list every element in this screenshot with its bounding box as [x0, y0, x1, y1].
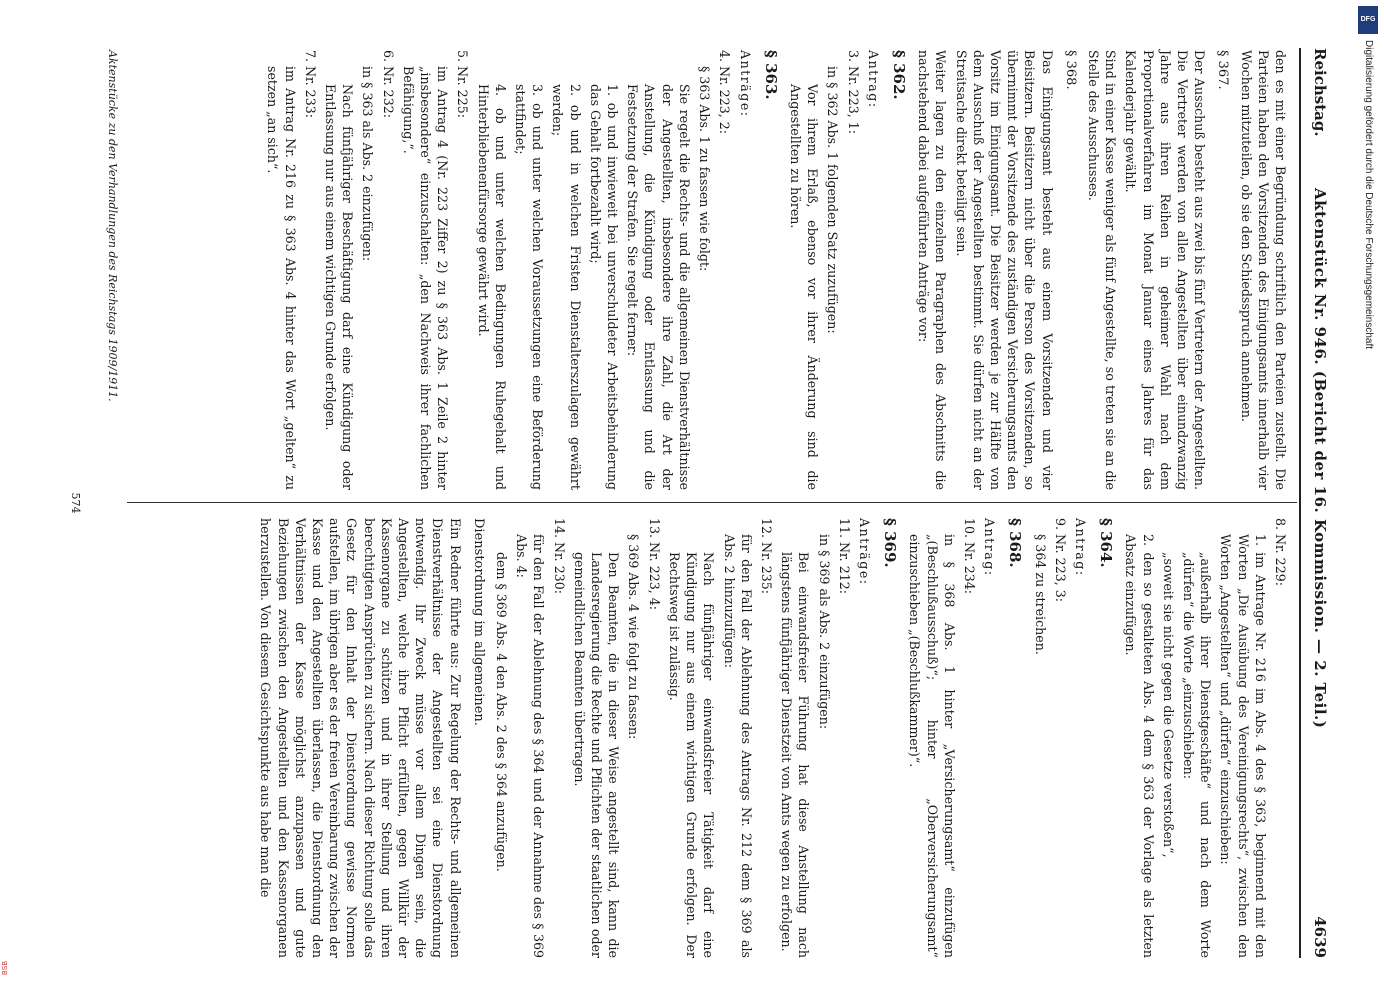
dfg-logo: DFG [1358, 6, 1378, 34]
left-paragraph: 6. Nr. 232: [380, 50, 396, 118]
left-paragraph: den es mit einer Begründung schriftlich den Parteien zustellt. Die Parteien haben den Vorsitzenden des Einigungsamts innerhalb vier Wochen mitzuteilen, ob sie den Schiedsspruch annehmen. [1238, 50, 1288, 490]
left-column [261, 50, 1289, 490]
dfg-sidebar [1352, 0, 1384, 1000]
left-paragraph: 4. ob und unter welchen Bedingungen Ruhegehalt und Hinterbliebenenfürsorge gewährt wird. [475, 84, 508, 490]
right-paragraph: für den Fall der Ablehnung des Antrags Nr. 212 dem § 369 als Abs. 2 hinzuzufügen: [721, 534, 754, 958]
right-paragraph: 8. Nr. 229: [1273, 518, 1288, 586]
left-paragraph: 3. Nr. 223, 1: [845, 50, 861, 134]
right-paragraph: 1. im Antrage Nr. 216 im Abs. 4 des § 363, beginnend mit den Worten „Die Ausübung des Vereinigungsrechts“, zwischen den Worten „Angestellten“ und „dürfen“ einzuschieben: [1218, 534, 1268, 958]
left-paragraph: Das Einigungsamt besteht aus einem Vorsitzenden und vier Beisitzern. Beisitzern nicht über die Person des Vorsitzenden, so übernimmt der Vorsitzende des zuständigen Versicherungsamts den Vorsitz im Einigungsamt. Die Beisitzer werden je zur Hälfte von dem Ausschuß der Angestellten bestimmt. Sie dürfen nicht an der Streitsache direkt beteiligt sein. [953, 50, 1055, 490]
left-paragraph: § 367. [1215, 50, 1231, 90]
left-paragraph: § 368. [1062, 50, 1078, 90]
left-paragraph: § 363 Abs. 1 zu fassen wie folgt: [697, 66, 713, 272]
header-title: Aktenstück Nr. 946. (Bericht der 16. Kommission. — 2. Teil.) [1311, 188, 1329, 729]
right-paragraph: 12. Nr. 235: [758, 518, 774, 594]
left-paragraph: im Antrag 4 (Nr. 223 Ziffer 2) zu § 363 Abs. 1 Zeile 2 hinter „insbesondere“ einzuschalten: „den Nachweis ihrer fachlichen Befähigung,“. [400, 66, 451, 490]
bsb-mark: BSB [2, 960, 9, 975]
column-divider [127, 502, 1297, 503]
page-header [1303, 48, 1329, 958]
header-rule [1299, 48, 1301, 958]
left-paragraph: § 363. [761, 50, 780, 100]
left-paragraph: 2. ob und in welchen Fristen Dienstalterszulagen gewährt werden; [550, 84, 583, 490]
right-paragraph: dem § 369 Abs. 4 den Abs. 2 des § 364 anzufügen. [494, 552, 510, 872]
right-paragraph: für den Fall der Ablehnung des § 364 und der Annahme des § 369 Abs. 4: [514, 534, 547, 958]
dfg-note: Digitalisierung gefördert durch die Deutsche Forschungsgemeinschaft [1363, 40, 1374, 350]
right-paragraph: Bei einwandsfreier Führung hat diese Anstellung nach längstens fünfjähriger Dienstzeit von Amts wegen zu erfolgen. [779, 552, 812, 958]
right-paragraph: „außerhalb ihrer Dienstgeschäfte“ und nach dem Worte „dürfen“ die Worte „einzuschieben: [1180, 552, 1214, 958]
right-paragraph: § 369 Abs. 4 wie folgt zu fassen: [626, 534, 642, 740]
left-paragraph: Sind in einer Kasse weniger als fünf Angestellte, so treten sie an die Stelle des Ausschusses. [1085, 50, 1119, 490]
left-paragraph: 1. ob und inwieweit bei unverschuldeter Arbeitsbehinderung das Gehalt fortbezahlt wird; [587, 84, 621, 490]
right-paragraph: Antrag: [982, 518, 998, 577]
right-paragraph: Antrag: [1072, 518, 1088, 577]
right-paragraph: in § 369 als Abs. 2 einzufügen: [816, 534, 832, 730]
left-paragraph: Sie regelt die Rechts- und die allgemeinen Dienstverhältnisse der Angestellten, insbesondere ihre Zahl, die Art der Anstellung, die Kündigung oder Entlassung und die Festsetzung der Strafen. Sie regelt ferner: [625, 84, 692, 490]
right-column [254, 518, 1289, 958]
right-paragraph: § 364. [1097, 518, 1116, 568]
left-paragraph: Antrag: [865, 50, 881, 109]
left-paragraph: Nach fünfjähriger Beschäftigung darf eine Kündigung oder Entlassung nur aus einem wichtigen Grunde erfolgen. [323, 84, 356, 490]
header-page-number: 4639 [1311, 916, 1329, 958]
left-paragraph: Weiter lagen zu den einzelnen Paragraphen des Abschnitts die nachstehend dabei aufgeführten Anträge vor: [916, 50, 949, 490]
header-left: Reichstag. [1311, 48, 1329, 137]
left-paragraph: Vor ihrem Erlaß, ebenso vor ihrer Änderung sind die Angestellten zu hören. [787, 84, 821, 490]
left-paragraph: im Antrag Nr. 216 zu § 363 Abs. 4 hinter das Wort „gelten“ zu setzen „an sich“. [265, 66, 298, 490]
left-paragraph: 5. Nr. 225: [455, 50, 471, 118]
left-paragraph: 4. Nr. 223, 2: [717, 50, 733, 134]
right-paragraph: 11. Nr. 212: [836, 518, 852, 594]
right-paragraph: 10. Nr. 234: [961, 518, 977, 594]
document-page [37, 28, 1347, 978]
right-paragraph: 13. Nr. 223, 4: [646, 518, 662, 610]
left-paragraph: 7. Nr. 233: [302, 50, 318, 118]
left-paragraph: Der Ausschuß besteht aus zwei bis fünf Vertretern der Angestellten. Die Vertreter werden von allen Angestellten über einundzwanzig Jahre aus ihren Reihen in geheimer Wahl nach dem Proportionalverfahren im Monat Januar eines Jahres für das Kalenderjahr gewählt. [1123, 50, 1208, 490]
right-paragraph: 2. den so gestalteten Abs. 4 dem § 363 der Vorlage als letzten Absatz einzufügen. [1123, 534, 1156, 958]
right-paragraph: in § 368 Abs. 1 hinter „Versicherungsamt“ einzufügen „(Beschlußausschuß)“; hinter „Oberversicherungsamt“ einzuschieben „(Beschlußkammer)“. [907, 534, 957, 958]
left-paragraph: in § 363 als Abs. 2 einzufügen: [360, 66, 376, 262]
left-paragraph: § 362. [889, 50, 908, 100]
right-paragraph: Dienstordnung im allgemeinen. [470, 518, 486, 726]
left-paragraph: 3. ob und unter welchen Voraussetzungen eine Beförderung stattfindet; [513, 84, 546, 490]
left-paragraph: Anträge: [737, 50, 753, 118]
right-paragraph: Ein Redner führte aus: Zur Regelung der Rechts- und allgemeinen Dienstverhältnisse der Angestellten sei eine Dienstordnung notwendig. Ihr Zweck müsse vor allem Dingen sein, die Angestellten, welche ihre Pflicht erfüllten, gegen Willkür der Kassenorgane zu schützen und in ihrer Stellung und ihren berechtigten Ansprüchen zu sichern. Nach dieser Richtung solle das Gesetz für den Inhalt der Dienstordnung gewisse Normen aufstellen, im übrigen aber es der freien Vereinbarung zwischen der Kasse und den Angestellten überlassen, die Dienstordnung den Verhältnissen der Kasse möglichst anzupassen und gute Beziehungen zwischen den Angestellten und den Kassenorganen herzustellen. Von diesem Gesichtspunkte aus habe man die [258, 518, 463, 958]
right-paragraph: Nach fünfjähriger einwandsfreier Tätigkeit darf eine Kündigung nur aus einem wichtigen Grunde erfolgen. Der Rechtsweg ist zulässig. [666, 552, 717, 958]
footer-page-number: 574 [69, 492, 82, 514]
footer-note: Aktenstücke zu den Verhandlungen des Reichstags 1909/1911. [106, 50, 119, 402]
right-paragraph: § 368. [1006, 518, 1025, 568]
right-paragraph: Den Beamten, die in dieser Weise angestellt sind, kann die Landesregierung die Rechte und Pflichten der staatlichen oder gemeindlichen Beamten übertragen. [571, 552, 622, 958]
right-paragraph: „soweit sie nicht gegen die Gesetze verstoßen“, [1160, 552, 1176, 858]
right-paragraph: 14. Nr. 230: [551, 518, 567, 594]
right-paragraph: § 369. [881, 518, 900, 568]
right-paragraph: § 364 zu streichen. [1032, 534, 1048, 655]
left-paragraph: in § 362 Abs. 1 folgenden Satz zuzufügen: [825, 66, 841, 334]
right-paragraph: 9. Nr. 223, 3: [1052, 518, 1068, 602]
right-paragraph: Anträge: [856, 518, 872, 586]
